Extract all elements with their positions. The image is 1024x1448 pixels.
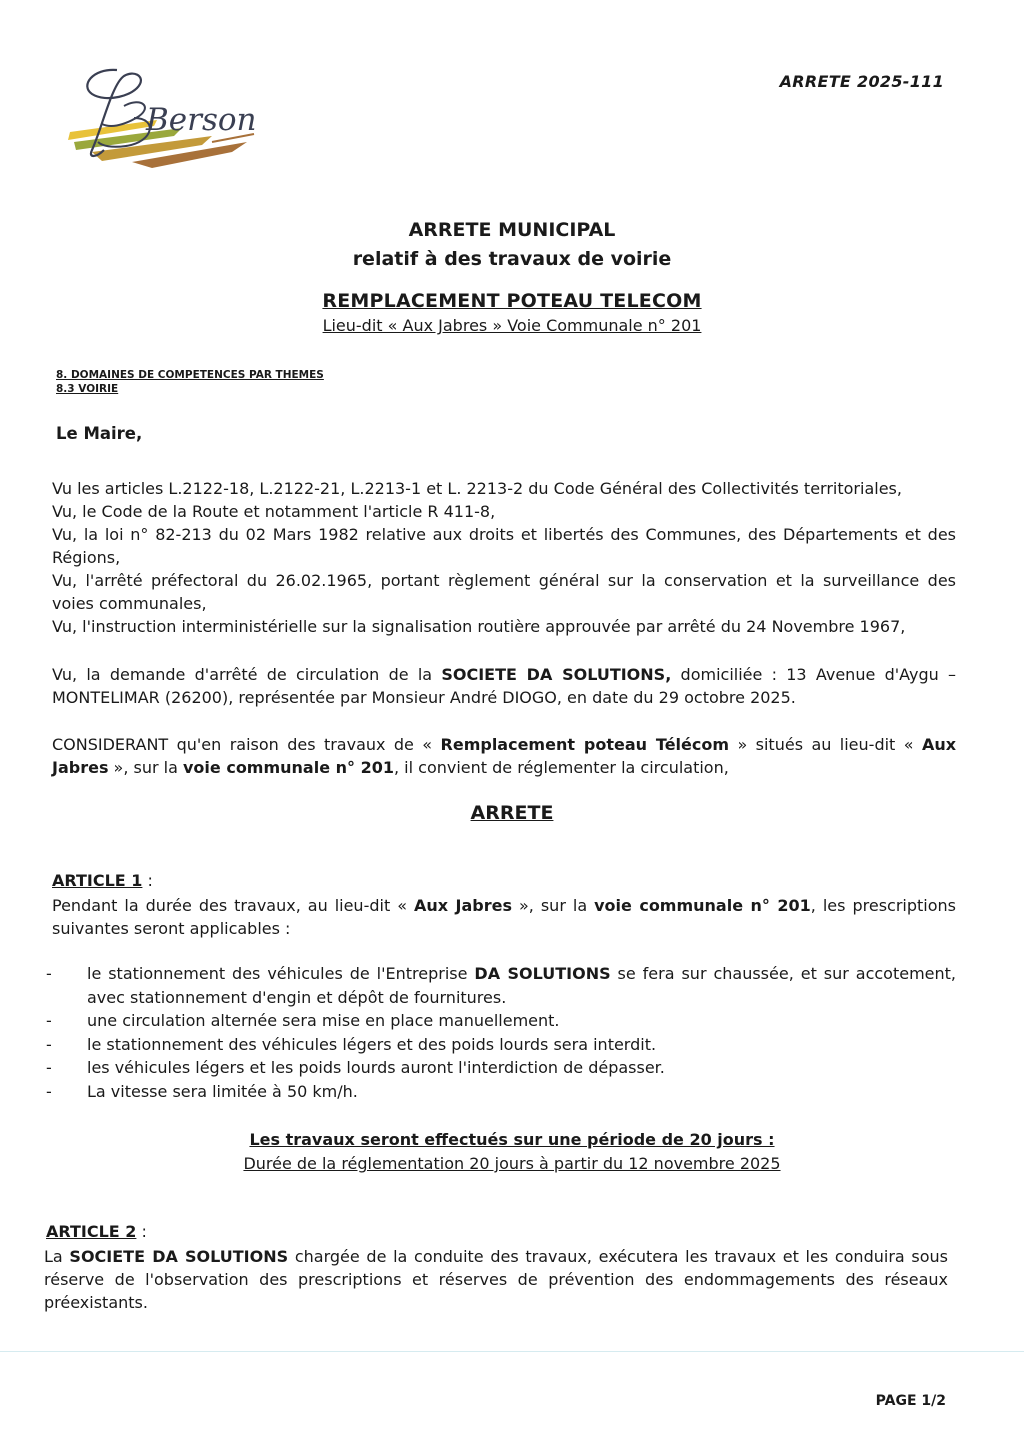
- list-item: - le stationnement des véhicules légers et des poids lourds sera interdit.: [46, 1034, 657, 1054]
- document-location: Lieu-dit « Aux Jabres » Voie Communale n° 201: [322, 316, 702, 335]
- document-subtitle: relatif à des travaux de voirie: [352, 248, 672, 270]
- article-2-body: La SOCIETE DA SOLUTIONS chargée de la conduite des travaux, exécutera les travaux et les conduira sous réserve de l'observation des prescriptions et réserves de prévention des endommagements des réseaux préexistants.: [44, 1247, 948, 1312]
- arrete-reference: ARRETE 2025-111: [779, 72, 944, 91]
- document-title: ARRETE MUNICIPAL: [408, 219, 616, 241]
- article-1-intro: Pendant la durée des travaux, au lieu-dit « Aux Jabres », sur la voie communale n° 201, les prescriptions suivantes seront applicables :: [52, 896, 956, 938]
- considerant-paragraph: CONSIDERANT qu'en raison des travaux de « Remplacement poteau Télécom » situés au lieu-dit « Aux Jabres », sur la voie communale n° 201, il convient de réglementer la circulation,: [52, 735, 957, 777]
- list-item: - les véhicules légers et les poids lourds auront l'interdiction de dépasser.: [46, 1058, 665, 1077]
- visa-line: Vu, le Code de la Route et notamment l'article R 411-8,: [52, 502, 496, 521]
- visa-line: Vu les articles L.2122-18, L.2122-21, L.2213-1 et L. 2213-2 du Code Général des Collectivités territoriales,: [52, 479, 902, 498]
- maire-heading: Le Maire,: [56, 424, 143, 443]
- regulation-duration: Durée de la réglementation 20 jours à partir du 12 novembre 2025: [243, 1154, 781, 1173]
- arrete-heading: ARRETE: [470, 802, 554, 824]
- classification-theme: 8. DOMAINES DE COMPETENCES PAR THEMES: [56, 369, 324, 381]
- works-period: Les travaux seront effectués sur une période de 20 jours :: [249, 1130, 775, 1149]
- visa-line: Vu, l'instruction interministérielle sur la signalisation routière approuvée par arrêté du 24 Novembre 1967,: [52, 617, 906, 636]
- article-1-heading: ARTICLE 1 :: [52, 871, 153, 890]
- list-item: - le stationnement des véhicules de l'Entreprise DA SOLUTIONS se fera sur chaussée, et sur accotement, avec stationnement d'engin et dépôt de fournitures.: [46, 964, 957, 1007]
- commune-logo: [62, 58, 262, 170]
- classification-subtheme: 8.3 VOIRIE: [56, 383, 119, 395]
- company-name: SOCIETE DA SOLUTIONS,: [441, 665, 672, 684]
- list-item: - La vitesse sera limitée à 50 km/h.: [46, 1081, 358, 1101]
- demande-paragraph: Vu, la demande d'arrêté de circulation de la SOCIETE DA SOLUTIONS, domiciliée : 13 Avenue d'Aygu – MONTELIMAR (26200), représentée par Monsieur André DIOGO, en date du 29 octobre 2025.: [52, 665, 956, 707]
- visas-block: [52, 477, 956, 638]
- visa-line: Vu, l'arrêté préfectoral du 26.02.1965, portant règlement général sur la conservation et la surveillance des voies communales,: [52, 571, 956, 613]
- prescriptions-list: [46, 962, 956, 1103]
- article-2-heading: ARTICLE 2 :: [46, 1222, 147, 1241]
- document-subject: REMPLACEMENT POTEAU TELECOM: [322, 290, 702, 312]
- footer-divider: [0, 1351, 1024, 1352]
- page-number: PAGE 1/2: [875, 1393, 946, 1409]
- visa-line: Vu, la loi n° 82-213 du 02 Mars 1982 relative aux droits et libertés des Communes, des Départements et des Régions,: [52, 525, 956, 567]
- logo-text: Berson: [146, 102, 257, 138]
- list-item: - une circulation alternée sera mise en place manuellement.: [46, 1011, 560, 1030]
